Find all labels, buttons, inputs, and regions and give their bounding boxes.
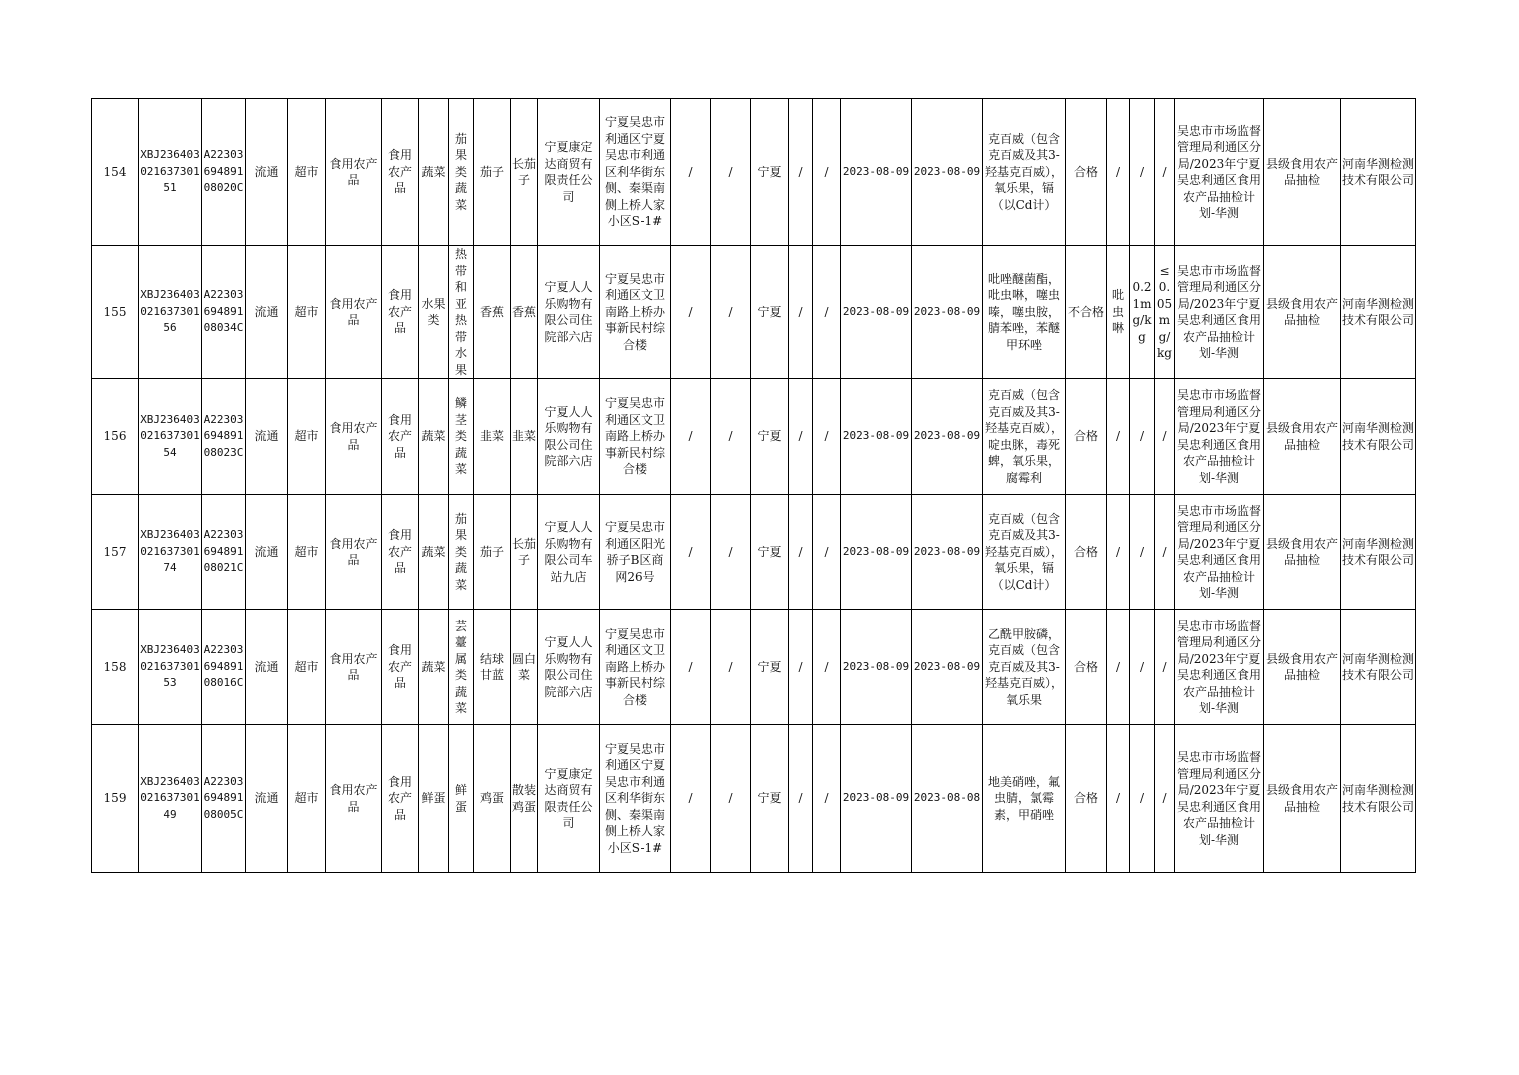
result-cell: 合格	[1066, 379, 1107, 495]
sampling-type-cell: 县级食用农产品抽检	[1264, 246, 1341, 379]
result-cell: 合格	[1066, 725, 1107, 873]
sample-name-cell: 长茄子	[511, 495, 538, 610]
category2-cell: 食用农产品	[382, 379, 419, 495]
sampling-type-cell: 县级食用农产品抽检	[1264, 610, 1341, 725]
seller-address-cell: 宁夏吴忠市利通区文卫南路上桥办事新民村综合楼	[600, 610, 671, 725]
stage-cell: 流通	[246, 99, 288, 246]
fail-item-cell: /	[1107, 99, 1130, 246]
venue-cell: 超市	[288, 246, 326, 379]
code-cell: A2230369489108034C	[202, 246, 246, 379]
fail-value-cell: /	[1130, 495, 1155, 610]
province-cell: 宁夏	[751, 495, 789, 610]
category4-cell: 茄果类蔬菜	[449, 495, 474, 610]
sampling-date-cell: 2023-08-09	[912, 246, 983, 379]
table-body	[92, 99, 1416, 873]
production-date-cell: 2023-08-09	[841, 379, 912, 495]
seller-address-cell: 宁夏吴忠市利通区文卫南路上桥办事新民村综合楼	[600, 246, 671, 379]
sampling-type-cell: 县级食用农产品抽检	[1264, 379, 1341, 495]
manufacturer-cell: /	[671, 379, 711, 495]
sample-name-cell: 长茄子	[511, 99, 538, 246]
standard-value-cell: /	[1155, 379, 1175, 495]
spec-cell: /	[789, 610, 813, 725]
task-source-cell: 吴忠市市场监督管理局利通区分局/2023年宁夏吴忠利通区食用农产品抽检计划-华测	[1175, 99, 1264, 246]
sample-name-cell: 散装鸡蛋	[511, 725, 538, 873]
sample-no-cell: XBJ23640302163730153	[139, 610, 202, 725]
result-cell: 合格	[1066, 99, 1107, 246]
sample-name-cell: 香蕉	[511, 246, 538, 379]
category3-cell: 蔬菜	[419, 610, 449, 725]
category2-cell: 食用农产品	[382, 610, 419, 725]
manufacturer-address-cell: /	[711, 495, 751, 610]
table-row	[92, 610, 1416, 725]
manufacturer-address-cell: /	[711, 246, 751, 379]
seq-cell: 156	[92, 379, 139, 495]
test-items-cell: 乙酰甲胺磷，克百威（包含克百威及其3-羟基克百威），氧乐果	[983, 610, 1066, 725]
stage-cell: 流通	[246, 246, 288, 379]
seller-cell: 宁夏康定达商贸有限责任公司	[538, 725, 600, 873]
category3-cell: 蔬菜	[419, 379, 449, 495]
category3-cell: 蔬菜	[419, 99, 449, 246]
fail-item-cell: /	[1107, 610, 1130, 725]
spec-cell: /	[789, 725, 813, 873]
brand-cell: /	[813, 379, 841, 495]
category2-cell: 食用农产品	[382, 495, 419, 610]
task-source-cell: 吴忠市市场监督管理局利通区分局/2023年宁夏吴忠利通区食用农产品抽检计划-华测	[1175, 379, 1264, 495]
result-cell: 合格	[1066, 495, 1107, 610]
sample-no-cell: XBJ23640302163730154	[139, 379, 202, 495]
seq-cell: 158	[92, 610, 139, 725]
province-cell: 宁夏	[751, 610, 789, 725]
seq-cell: 159	[92, 725, 139, 873]
manufacturer-cell: /	[671, 246, 711, 379]
standard-value-cell: /	[1155, 725, 1175, 873]
category1-cell: 食用农产品	[326, 379, 382, 495]
stage-cell: 流通	[246, 725, 288, 873]
sampling-type-cell: 县级食用农产品抽检	[1264, 99, 1341, 246]
fail-value-cell: 0.21mg/kg	[1130, 246, 1155, 379]
code-cell: A2230369489108016C	[202, 610, 246, 725]
stage-cell: 流通	[246, 495, 288, 610]
category4-cell: 热带和亚热带水果	[449, 246, 474, 379]
stage-cell: 流通	[246, 379, 288, 495]
category4-cell: 鳞茎类蔬菜	[449, 379, 474, 495]
table-row	[92, 379, 1416, 495]
table-row	[92, 725, 1416, 873]
brand-cell: /	[813, 99, 841, 246]
category3-cell: 鲜蛋	[419, 725, 449, 873]
lab-cell: 河南华测检测技术有限公司	[1341, 725, 1416, 873]
category4-cell: 鲜蛋	[449, 725, 474, 873]
province-cell: 宁夏	[751, 246, 789, 379]
venue-cell: 超市	[288, 99, 326, 246]
category3-cell: 蔬菜	[419, 495, 449, 610]
sample-no-cell: XBJ23640302163730149	[139, 725, 202, 873]
food-name-cell: 茄子	[474, 495, 511, 610]
seller-address-cell: 宁夏吴忠市利通区文卫南路上桥办事新民村综合楼	[600, 379, 671, 495]
category1-cell: 食用农产品	[326, 99, 382, 246]
lab-cell: 河南华测检测技术有限公司	[1341, 495, 1416, 610]
test-items-cell: 克百威（包含克百威及其3-羟基克百威），氧乐果，镉（以Cd计）	[983, 495, 1066, 610]
code-cell: A2230369489108023C	[202, 379, 246, 495]
code-cell: A2230369489108020C	[202, 99, 246, 246]
test-items-cell: 地美硝唑，氟虫腈，氯霉素，甲硝唑	[983, 725, 1066, 873]
sample-no-cell: XBJ23640302163730151	[139, 99, 202, 246]
seller-address-cell: 宁夏吴忠市利通区阳光骄子B区商网26号	[600, 495, 671, 610]
lab-cell: 河南华测检测技术有限公司	[1341, 379, 1416, 495]
fail-item-cell: /	[1107, 495, 1130, 610]
test-items-cell: 克百威（包含克百威及其3-羟基克百威），啶虫脒，毒死蜱，氧乐果，腐霉利	[983, 379, 1066, 495]
fail-value-cell: /	[1130, 725, 1155, 873]
task-source-cell: 吴忠市市场监督管理局利通区分局/2023年宁夏吴忠利通区食用农产品抽检计划-华测	[1175, 610, 1264, 725]
food-name-cell: 茄子	[474, 99, 511, 246]
task-source-cell: 吴忠市市场监督管理局利通区分局/2023年宁夏吴忠利通区食用农产品抽检计划-华测	[1175, 246, 1264, 379]
sampling-date-cell: 2023-08-09	[912, 495, 983, 610]
manufacturer-cell: /	[671, 495, 711, 610]
fail-value-cell: /	[1130, 99, 1155, 246]
manufacturer-cell: /	[671, 725, 711, 873]
category2-cell: 食用农产品	[382, 725, 419, 873]
inspection-results-table	[91, 98, 1416, 873]
venue-cell: 超市	[288, 725, 326, 873]
category4-cell: 芸薹属类蔬菜	[449, 610, 474, 725]
category4-cell: 茄果类蔬菜	[449, 99, 474, 246]
brand-cell: /	[813, 246, 841, 379]
sampling-type-cell: 县级食用农产品抽检	[1264, 495, 1341, 610]
seller-cell: 宁夏人人乐购物有限公司车站九店	[538, 495, 600, 610]
sampling-date-cell: 2023-08-09	[912, 610, 983, 725]
province-cell: 宁夏	[751, 379, 789, 495]
sampling-date-cell: 2023-08-08	[912, 725, 983, 873]
standard-value-cell: ≤0.05mg/kg	[1155, 246, 1175, 379]
spec-cell: /	[789, 99, 813, 246]
standard-value-cell: /	[1155, 610, 1175, 725]
food-name-cell: 结球甘蓝	[474, 610, 511, 725]
lab-cell: 河南华测检测技术有限公司	[1341, 610, 1416, 725]
category2-cell: 食用农产品	[382, 246, 419, 379]
category1-cell: 食用农产品	[326, 725, 382, 873]
seq-cell: 157	[92, 495, 139, 610]
brand-cell: /	[813, 725, 841, 873]
seller-cell: 宁夏人人乐购物有限公司住院部六店	[538, 610, 600, 725]
food-name-cell: 鸡蛋	[474, 725, 511, 873]
lab-cell: 河南华测检测技术有限公司	[1341, 99, 1416, 246]
sampling-date-cell: 2023-08-09	[912, 379, 983, 495]
spec-cell: /	[789, 495, 813, 610]
province-cell: 宁夏	[751, 99, 789, 246]
result-cell: 合格	[1066, 610, 1107, 725]
manufacturer-address-cell: /	[711, 99, 751, 246]
fail-item-cell: /	[1107, 379, 1130, 495]
manufacturer-address-cell: /	[711, 725, 751, 873]
category2-cell: 食用农产品	[382, 99, 419, 246]
seller-cell: 宁夏康定达商贸有限责任公司	[538, 99, 600, 246]
test-items-cell: 克百威（包含克百威及其3-羟基克百威），氧乐果，镉（以Cd计）	[983, 99, 1066, 246]
province-cell: 宁夏	[751, 725, 789, 873]
manufacturer-address-cell: /	[711, 379, 751, 495]
category3-cell: 水果类	[419, 246, 449, 379]
brand-cell: /	[813, 610, 841, 725]
spec-cell: /	[789, 246, 813, 379]
table-row	[92, 99, 1416, 246]
production-date-cell: 2023-08-09	[841, 610, 912, 725]
manufacturer-cell: /	[671, 610, 711, 725]
venue-cell: 超市	[288, 495, 326, 610]
manufacturer-cell: /	[671, 99, 711, 246]
table-row	[92, 495, 1416, 610]
sample-name-cell: 韭菜	[511, 379, 538, 495]
table-row	[92, 246, 1416, 379]
seller-address-cell: 宁夏吴忠市利通区宁夏吴忠市利通区利华街东侧、秦渠南侧上桥人家小区S-1#	[600, 725, 671, 873]
sample-name-cell: 圆白菜	[511, 610, 538, 725]
result-cell: 不合格	[1066, 246, 1107, 379]
food-name-cell: 香蕉	[474, 246, 511, 379]
sampling-type-cell: 县级食用农产品抽检	[1264, 725, 1341, 873]
spec-cell: /	[789, 379, 813, 495]
seller-address-cell: 宁夏吴忠市利通区宁夏吴忠市利通区利华街东侧、秦渠南侧上桥人家小区S-1#	[600, 99, 671, 246]
code-cell: A2230369489108005C	[202, 725, 246, 873]
stage-cell: 流通	[246, 610, 288, 725]
brand-cell: /	[813, 495, 841, 610]
lab-cell: 河南华测检测技术有限公司	[1341, 246, 1416, 379]
sample-no-cell: XBJ23640302163730174	[139, 495, 202, 610]
fail-item-cell: 吡虫啉	[1107, 246, 1130, 379]
task-source-cell: 吴忠市市场监督管理局利通区分局/2023年宁夏吴忠利通区食用农产品抽检计划-华测	[1175, 725, 1264, 873]
fail-value-cell: /	[1130, 379, 1155, 495]
venue-cell: 超市	[288, 610, 326, 725]
food-name-cell: 韭菜	[474, 379, 511, 495]
category1-cell: 食用农产品	[326, 495, 382, 610]
category1-cell: 食用农产品	[326, 610, 382, 725]
standard-value-cell: /	[1155, 495, 1175, 610]
manufacturer-address-cell: /	[711, 610, 751, 725]
test-items-cell: 吡唑醚菌酯，吡虫啉，噻虫嗪，噻虫胺，腈苯唑，苯醚甲环唑	[983, 246, 1066, 379]
seq-cell: 154	[92, 99, 139, 246]
sample-no-cell: XBJ23640302163730156	[139, 246, 202, 379]
venue-cell: 超市	[288, 379, 326, 495]
category1-cell: 食用农产品	[326, 246, 382, 379]
production-date-cell: 2023-08-09	[841, 246, 912, 379]
seller-cell: 宁夏人人乐购物有限公司住院部六店	[538, 246, 600, 379]
production-date-cell: 2023-08-09	[841, 99, 912, 246]
standard-value-cell: /	[1155, 99, 1175, 246]
sampling-date-cell: 2023-08-09	[912, 99, 983, 246]
production-date-cell: 2023-08-09	[841, 725, 912, 873]
production-date-cell: 2023-08-09	[841, 495, 912, 610]
code-cell: A2230369489108021C	[202, 495, 246, 610]
seller-cell: 宁夏人人乐购物有限公司住院部六店	[538, 379, 600, 495]
seq-cell: 155	[92, 246, 139, 379]
fail-value-cell: /	[1130, 610, 1155, 725]
fail-item-cell: /	[1107, 725, 1130, 873]
task-source-cell: 吴忠市市场监督管理局利通区分局/2023年宁夏吴忠利通区食用农产品抽检计划-华测	[1175, 495, 1264, 610]
